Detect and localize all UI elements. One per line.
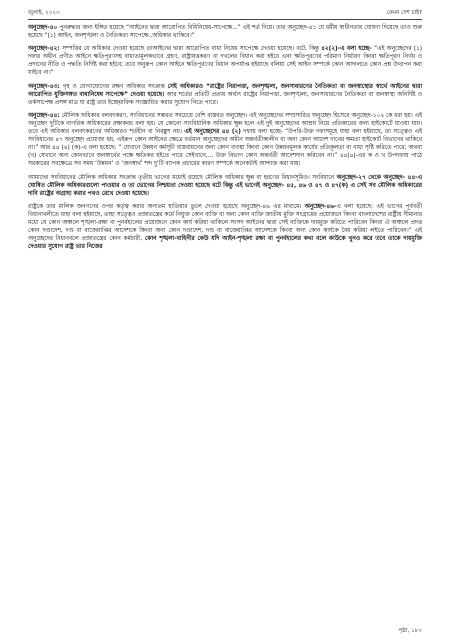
bold-text-segment: কোন শৃঙ্খলা-বাহিনীর কেউ যদি আইন-শৃঙ্খলা রক্ষা বা পুনর্বহালের কথা বলে কাউকে খুনও করে তবে তাকে দায়মুক্তি দেওয়ার সুযোগ রাষ্ট্র তার নিজের (28, 236, 422, 251)
text-segment: “এই অনুচ্ছেদের (১) দফার অধীন প্রণীত আইনে ক্ষতিপূরণসহ বাধ্যতামূলকভাবে গ্রহণ, রাষ্ট্রায়ত্তকরণ বা দখলের বিধান করা হইবে এবং ক্ষতিপূরণের পরিমাণ নির্ধারণ কিংবা ক্ষতিপূরণ নির্ণয় ও প্রদানের নীতি ও পদ্ধতি নির্দিষ্ট করা হইবে; তবে অনুরূপ কোন আইনে ক্ষতিপূরণের বিধান অপর্যাপ্ত হইয়াছে বলিয়া সেই আইন সম্পর্কে কোন আদালতে কোন প্রশ্ন উত্থাপন করা যাইবে না।” (28, 46, 422, 77)
text-segment: দফায় বলা হচ্ছে- “উপরি-উক্ত দফাসমূহে যাহা বলা হইয়াছে, তা সত্ত্বেও এই সংবিধানের ৪৭ অনুচ্ছেদ প্রযোজ্য হয়, এইরূপ কোন আইনের ক্ষেত্রে বর্তমান অনুচ্ছেদের অধীন অন্তর্বর্তীকালীন বা অন্য কোন আদেশ দানের ক্ষমতা হাইকোর্ট বিভাগের থাকিবে না।” আর ৪৪ (৪) (ক)-এ বলা হয়েছে: “ যেখানে উন্নয়ন কর্মসূচী বাস্তবায়নের জন্য কোন ব্যবস্থা কিংবা কোন উন্নয়নমূলক কার্যের প্রতিকূলতা বা বাধা সৃষ্টি করিতে পারে; অথবা (খ) যেখানে অন্য কোনভাবে জনস্বার্থের পক্ষে ক্ষতিকর হইতে পারে সেইখানে,... উক্ত বিভাগ কোন অন্তর্বর্তী আদেশদান করিবেন না।” ৪৪(৪)-এর ক ও খ উপদফায় পাঠে সরকারের সবক্ষেত্রে সব সময় ‘উন্নয়ন’ ও ‘জনস্বার্থ’ শব্দ দু’টি ব্যাপক প্রচারের কারণ সম্পর্কে অনেকটাই আন্দাজ করা যায়। (28, 129, 423, 168)
document-body (28, 24, 422, 256)
bold-text-segment: ৪২(২)-এ বলা হচ্ছে- (321, 46, 375, 53)
text-segment: এ বলা হয়েছে: এই ভাগের পূর্ববর্তী বিধানাবলীতে যাহা বলা হইয়াছে, তাহা সত্ত্বেও প্রজাতন্ত্রের কর্মে নিযুক্ত কোন ব্যক্তি বা অন্য কোন ব্যক্তি জাতীয় মুক্তি সংগ্রামের প্রয়োজনে কিংবা বাংলাদেশের রাষ্ট্রীয় সীমানার মধ্যে যে কোন অঞ্চলে শৃঙ্খলা-রক্ষা বা পুনর্বহালের প্রয়োজনে কোন কার্য করিয়া থাকিলে সংসদ আইনের দ্বারা সেই ব্যক্তিকে দায়মুক্ত করিতে পারিবেন কিংবা ঐ অঞ্চলে প্রদত্ত কোন দণ্ডাদেশ, দণ্ড বা বাজেয়াপ্তির আদেশকে কিংবা অন্য কোন দণ্ডাদেশ, দণ্ড বা বাজেয়াপ্তির আদেশকে কিংবা অন্য কোন কার্যকে বৈধ করিয়া লইতে পারিবেন।” এই অনুচ্ছেদের বিধানবলে প্রজাতন্ত্রের কোন কর্মচারী, (28, 203, 422, 243)
text-segment: সম্পত্তির যে অধিকার দেওয়া হয়েছে তাআইনের দ্বারা আরোপিত বাধা নিষেধ সাপেক্ষে দেওয়া হয়েছে। বটে, কিন্তু (61, 46, 322, 53)
text-segment: গৃহ ও যোগাযোগের রক্ষণ অধিকার সংক্রান্ত (62, 83, 168, 90)
paragraph (28, 24, 422, 40)
header-title: কেমন দেশ চাই? (386, 10, 422, 16)
paragraph (28, 83, 422, 107)
bold-text-segment: সেই অধিকারও “রাষ্ট্রের নিরাপত্তা, জনশৃঙ্খলা, জনসাধারণের নৈতিকতা বা জনস্বাস্থ্যের স্বার্থে আইনের দ্বারা আরোপিত যুক্তিসঙ্গত বাধানিষেধ সাপেক্ষে” দেওয়া হয়েছে। (28, 83, 423, 98)
page-number: পৃষ্ঠা, ১৮০ (398, 628, 422, 634)
text-segment: পুনরুদ্ধার জন্য ইঙ্গিত হয়েছে “আইনের দ্বারা আরোপিত বিধিনিষেধ-সাপেক্ষে...” এই শর্ত দিয়ে। তার অনুচ্ছেদ-৪১ যে ধর্মীয় স্বাধীনতার ঘোষণা দিয়েছে তাও শুরু হয়েছে “(১) আইন, জনশৃঙ্খলা ও নৈতিকতা সাপেক্ষে..অধিকার থাকিবে।” (28, 25, 422, 40)
text-segment: আমাদের সংবিধানের মৌলিক অধিকার সংক্রান্ত তৃতীয় ভাগের মধ্যেই রয়েছে মৌলিক অধিকার ক্ষুন্ন বা হরণের বিধানসূমিও। সংবিধানে (28, 174, 337, 181)
bold-text-segment: এই অনুচ্ছেদের ৪৪ (২) (184, 129, 241, 136)
paragraph (28, 174, 422, 198)
bold-text-segment: অনুচ্ছেদ-২৭ থেকে অনুচ্ছেদ- ৪৪-এ ঘোষিত মৌলিক অধিকারগুলো পাওয়ার ও তা ভোগের নিশ্চয়তা দেওয়া হয়েছে বটে কিন্তু এই ভাগেই অনুচ্ছেদ- ৪৫, ৪৬ ও ৪৭ ও ৪৭(ক) এ সেই সব মৌলিক অধিকারের দাবি রাষ্ট্রের অগ্রাহ্য করার পথও রেখে দেওয়া হয়েছে। (28, 174, 422, 197)
header-date: জুলাই, ২০২৩ (28, 10, 60, 16)
paragraph (28, 203, 422, 252)
text-segment: মৌলিক অধিকার বলবৎকরণ, সংবিধানের সম্ভবত সবচেয়ে বেশি বাস্তবত অনুচ্ছেদ। এই অনুচ্ছেদের সম্প্রসারিত অনুচ্ছেদ হিসেবে অনুচ্ছেদ-১০২ কে ধরা হয়। এই অনুচ্ছেদ দুটিকে নাগরিক অধিকারের রক্ষাকবচ বলা হয়। যে কোনো সাংবিধানিক অধিকার ক্ষুন্ন হলে এই দুই অনুচ্ছেদের আশ্রয় নিয়ে প্রতিকারের জন্য হাইকোর্টে যাওয়া যায়। তবে এই অধিকার বলবৎকরণের অধিকারও শর্তহীন বা নিরঙ্কুশ নয়। (28, 112, 422, 136)
bold-text-segment: অনুচ্ছেদ-৪৩: (28, 83, 63, 90)
bold-text-segment: অনুচ্ছেদ-৪০ (28, 25, 60, 31)
page-header (28, 6, 422, 18)
text-segment: রাষ্ট্রকে তার মালিক জনগণের ওপর কর্তৃত্ব করার অন্যতম হাতিয়ার তুলে দেওয়া হয়েছে অনুচ্ছেদ-৪৬ এর মাধ্যমে। (28, 203, 305, 210)
header-divider (28, 19, 422, 20)
paragraph (28, 45, 422, 77)
text-segment: আর শর্তের প্রতিটি প্রত্যয় অর্থাৎ রাষ্ট্রের নিরাপত্তা, জনশৃঙ্খলা, জনসাধারণের নৈতিকতা বা জনস্বাস্থ্য অনির্দিষ্ট ও তর্কসাপেক্ষ প্রসঙ্গ মাত্র যা রাষ্ট্র তার ইচ্ছেমাফিক সংজ্ঞায়িত করার সুযোগ নিতে পারে। (28, 91, 423, 106)
bold-text-segment: অনুচ্ছেদ-৪২: (28, 46, 62, 53)
bold-text-segment: অনুচ্ছেদ-৪৪: (28, 112, 62, 119)
paragraph (28, 112, 422, 169)
bold-text-segment: অনুচ্ছেদ-৪৬- (304, 203, 337, 210)
